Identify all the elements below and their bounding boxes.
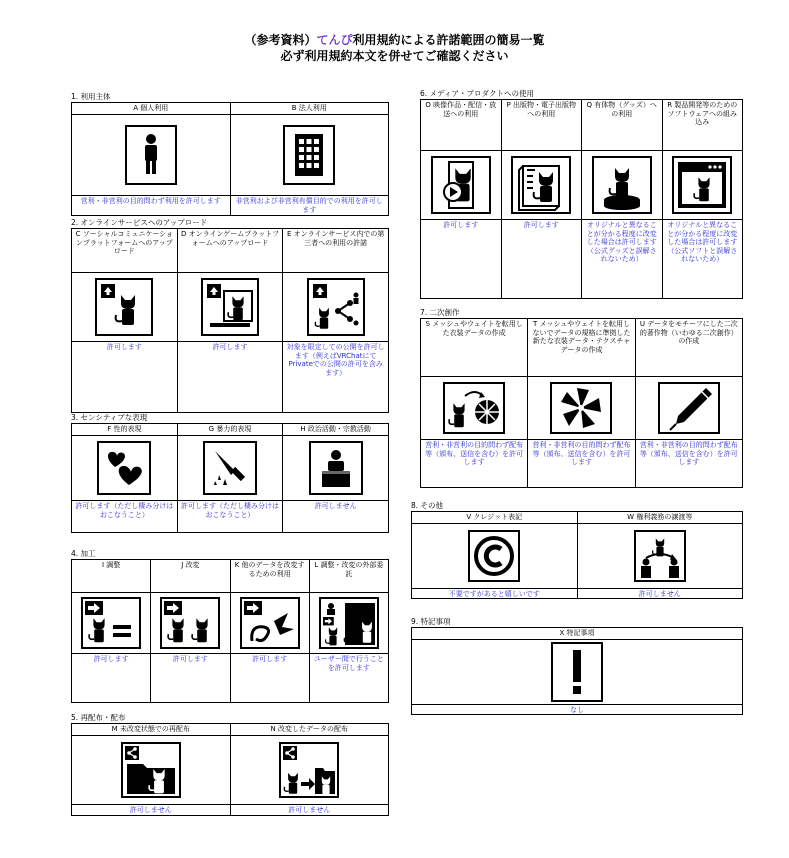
video-cat-icon [431,156,491,214]
item-header: P 出版物・電子出版物への利用 [502,100,582,151]
item-header: E オンラインサービス内での第三者への利用の許諾 [283,229,388,273]
section-other [411,500,743,599]
podium-icon [309,441,363,495]
item-permission: 対象を限定しての公開を許可します（例えばVRChatにてPrivateでの公開の許可を含みます） [283,341,388,412]
item-u-fan-work [635,319,742,487]
share-modified-icon [279,742,339,798]
item-v-credit [412,512,577,598]
item-header: R 製品開発等のためのソフトウェアへの組み込み [663,100,743,151]
section-redistribution [71,712,389,816]
item-j-modify [150,560,229,702]
person-icon [125,125,177,185]
item-n-distribute-modified [230,724,389,815]
pen-icon [658,382,720,434]
item-header: N 改変したデータの配布 [231,724,389,736]
item-l-outsourcing [309,560,388,702]
section-derivative-works [420,307,743,488]
title-prefix: （参考資料） [244,33,317,47]
item-permission: 許可します [151,653,229,702]
section-sensitive [71,412,389,533]
knife-icon [203,441,257,495]
item-header: U データをモチーフにした二次的著作物（いわゆる二次創作）の作成 [636,319,742,377]
title-subtitle: 必ず利用規約本文を併せてご確認ください [280,49,509,63]
section-heading: 5. 再配布・配布 [71,713,126,722]
item-permission: 許可します（ただし棲み分けはおこなうこと） [178,500,283,532]
item-header: G 暴力的表現 [178,424,283,436]
section-special-notes [411,616,743,715]
section-heading: 6. メディア・プロダクトへの使用 [420,89,534,98]
item-x-special-notes [412,628,742,714]
item-i-adjust [72,560,150,702]
item-permission: 許可します [178,341,283,412]
item-header: C ソーシャルコミュニケーションプラットフォームへのアップロード [72,229,177,273]
item-header: T メッシュやウェイトを転用しないでデータの規格に準拠した新たな衣装データ・テクスチャデータの作成 [528,319,634,377]
modify-icon [160,597,220,649]
item-permission: ユーザー間で行うことを許可します [310,653,388,702]
item-p-publication [501,100,582,298]
item-header: A 個人利用 [72,103,230,115]
item-permission: 許可しません [72,804,230,815]
item-f-sexual [72,424,177,532]
section-processing [71,548,389,703]
share-icon [307,278,365,336]
item-t-new-costume [527,319,634,487]
section-heading: 4. 加工 [71,549,96,558]
book-cat-icon [511,156,571,214]
item-header: S メッシュやウェイトを転用した衣装データの作成 [421,319,527,377]
item-w-rights-transfer [577,512,743,598]
item-k-modify-other [230,560,309,702]
title-main: 利用規約による許諾範囲の簡易一覧 [352,33,545,47]
item-permission: 不要ですがあると嬉しいです [412,588,577,598]
item-m-redistribute-unmodified [72,724,230,815]
item-permission: 営利・非営利の目的問わず配布等（頒布、送信を含む）を許可します [636,439,742,487]
item-header: I 調整 [72,560,150,593]
section-heading: 2. オンラインサービスへのアップロード [71,218,208,227]
item-q-goods [581,100,662,298]
outsourcing-icon [319,597,379,649]
item-permission: 許可しません [283,500,388,532]
hearts-icon [97,441,151,495]
share-folder-icon [121,742,181,798]
section-usage-subject [71,91,389,216]
item-header: V クレジット表記 [412,512,577,524]
figure-cat-icon [592,156,652,214]
item-header: B 法人利用 [231,103,389,115]
item-header: X 特記事項 [412,628,742,640]
item-header: W 権利義務の譲渡等 [578,512,743,524]
item-permission: 許可します [421,219,501,298]
item-o-video [421,100,501,298]
item-header: L 調整・改変の外部委託 [310,560,388,593]
adjust-icon [81,597,141,649]
section-online-upload [71,217,389,413]
item-permission: オリジナルと異なることが分かる程度に改変した場合は許可します（公式グッズと誤解されないため） [582,219,662,298]
item-permission: オリジナルと異なることが分かる程度に改変した場合は許可します（公式ソフトと誤解されないため） [663,219,743,298]
fabric-icon [550,382,612,434]
item-header: O 映像作品・配信・放送への利用 [421,100,501,151]
item-r-software [662,100,743,298]
software-cat-icon [672,156,732,214]
item-permission: 営利・非営利の目的問わず利用を許可します [72,195,230,215]
item-permission: 非営利および非営利有償目的での利用を許可します [231,195,389,215]
item-permission: 許可しません [231,804,389,815]
item-header: M 未改変状態での再配布 [72,724,230,736]
section-heading: 1. 利用主体 [71,92,111,101]
item-d-game-platform [177,229,283,412]
item-permission: 許可しません [578,588,743,598]
item-e-third-party [282,229,388,412]
item-permission: 許可します [502,219,582,298]
item-header: K 他のデータを改変するための利用 [231,560,309,593]
item-g-violent [177,424,283,532]
item-permission: 許可します（ただし棲み分けはおこなうこと） [72,500,177,532]
item-h-political [282,424,388,532]
modify-other-icon [240,597,300,649]
item-header: J 改変 [151,560,229,593]
item-b-corporate-use [230,103,389,215]
item-c-social-platform [72,229,177,412]
section-heading: 9. 特記事項 [411,617,451,626]
section-heading: 8. その他 [411,501,444,510]
upload-cat-icon [95,278,153,336]
item-a-personal-use [72,103,230,215]
item-permission: 営利・非営利の目的問わず配布等（頒布、送信を含む）を許可します [421,439,527,487]
section-heading: 7. 二次創作 [420,308,460,317]
item-permission: なし [412,704,742,714]
item-header: H 政治活動・宗教活動 [283,424,388,436]
item-header: D オンラインゲームプラットフォームへのアップロード [178,229,283,273]
item-permission: 許可します [231,653,309,702]
item-permission: 許可します [72,653,150,702]
item-permission: 許可します [72,341,177,412]
section-media-products [420,88,743,299]
item-permission: 営利・非営利の目的問わず配布等（頒布、送信を含む）を許可します [528,439,634,487]
building-icon [283,125,335,185]
section-heading: 3. センシティブな表現 [71,413,148,422]
document-title [0,32,789,64]
item-s-costume-mesh [421,319,527,487]
item-header: Q 有体物（グッズ）への利用 [582,100,662,151]
item-header: F 性的表現 [72,424,177,436]
upload-game-icon [201,278,259,336]
costume-mesh-icon [443,382,505,434]
title-brand: てんぴ [316,33,353,47]
copyright-icon [468,530,520,582]
transfer-icon [634,530,686,582]
exclamation-icon [551,642,603,702]
